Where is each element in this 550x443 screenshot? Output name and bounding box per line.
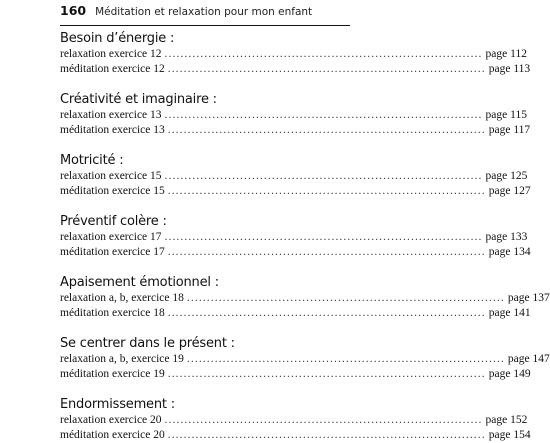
- leader-dots: ................................................................................: [167, 124, 486, 136]
- index-entry: [60, 306, 531, 321]
- index-entry: [60, 413, 528, 428]
- running-title: Méditation et relaxation pour mon enfant: [95, 6, 313, 18]
- entry-page-ref: page 125: [485, 170, 528, 182]
- entry-page-ref: page 127: [488, 185, 531, 197]
- page-header: [60, 3, 350, 26]
- index-entry: [60, 184, 531, 199]
- entry-page-ref: page 117: [488, 124, 531, 136]
- entry-page-ref: page 141: [488, 307, 531, 319]
- section-se-centrer-present: [60, 332, 550, 382]
- section-title: Motricité :: [60, 153, 124, 168]
- index-entry: [60, 230, 528, 245]
- index-entry: [60, 291, 550, 306]
- section-title: Préventif colère :: [60, 214, 167, 229]
- entry-label: méditation exercice 17: [60, 246, 165, 258]
- leader-dots: ................................................................................: [164, 231, 483, 243]
- entry-label: méditation exercice 18: [60, 307, 165, 319]
- entry-label: relaxation exercice 13: [60, 109, 162, 121]
- leader-dots: ................................................................................: [167, 63, 486, 75]
- entry-page-ref: page 115: [485, 109, 527, 121]
- section-apaisement-emotionnel: [60, 271, 550, 321]
- index-entry: [60, 428, 531, 443]
- leader-dots: ................................................................................: [167, 246, 486, 258]
- entry-page-ref: page 149: [488, 368, 531, 380]
- leader-dots: ................................................................................: [167, 368, 486, 380]
- entry-label: méditation exercice 20: [60, 429, 165, 441]
- index-entry: [60, 47, 527, 62]
- leader-dots: ................................................................................: [164, 170, 483, 182]
- entry-label: relaxation exercice 15: [60, 170, 162, 182]
- index-entry: [60, 62, 531, 77]
- exercise-index: [60, 27, 550, 443]
- entry-label: relaxation exercice 17: [60, 231, 162, 243]
- index-entry: [60, 169, 528, 184]
- entry-page-ref: page 137: [507, 292, 550, 304]
- section-besoin-energie: [60, 27, 531, 77]
- entry-label: méditation exercice 19: [60, 368, 165, 380]
- section-title: Créativité et imaginaire :: [60, 92, 217, 107]
- leader-dots: ................................................................................: [186, 292, 505, 304]
- section-creativite-imaginaire: [60, 88, 531, 138]
- index-entry: [60, 352, 550, 367]
- entry-page-ref: page 113: [488, 63, 531, 75]
- entry-page-ref: page 152: [485, 414, 528, 426]
- section-title: Endormissement :: [60, 397, 175, 412]
- entry-page-ref: page 134: [488, 246, 531, 258]
- index-entry: [60, 367, 531, 382]
- page-number: 160: [60, 3, 87, 18]
- entry-page-ref: page 154: [488, 429, 531, 441]
- leader-dots: ................................................................................: [164, 109, 483, 121]
- leader-dots: ................................................................................: [167, 307, 486, 319]
- leader-dots: ................................................................................: [186, 353, 505, 365]
- index-entry: [60, 245, 531, 260]
- section-preventif-colere: [60, 210, 531, 260]
- entry-label: relaxation exercice 12: [60, 48, 162, 60]
- entry-page-ref: page 133: [485, 231, 528, 243]
- entry-label: relaxation a, b, exercice 18: [60, 292, 184, 304]
- section-title: Se centrer dans le présent :: [60, 336, 235, 351]
- section-title: Apaisement émotionnel :: [60, 275, 219, 290]
- leader-dots: ................................................................................: [167, 185, 486, 197]
- index-entry: [60, 123, 531, 138]
- entry-label: relaxation a, b, exercice 19: [60, 353, 184, 365]
- leader-dots: ................................................................................: [167, 429, 486, 441]
- section-title: Besoin d’énergie :: [60, 31, 175, 46]
- section-motricite: [60, 149, 531, 199]
- entry-page-ref: page 147: [507, 353, 550, 365]
- section-endormissement: [60, 393, 531, 443]
- entry-label: méditation exercice 12: [60, 63, 165, 75]
- leader-dots: ................................................................................: [164, 48, 483, 60]
- leader-dots: ................................................................................: [164, 414, 483, 426]
- entry-label: méditation exercice 13: [60, 124, 165, 136]
- entry-label: méditation exercice 15: [60, 185, 165, 197]
- index-entry: [60, 108, 527, 123]
- entry-label: relaxation exercice 20: [60, 414, 162, 426]
- entry-page-ref: page 112: [485, 48, 527, 60]
